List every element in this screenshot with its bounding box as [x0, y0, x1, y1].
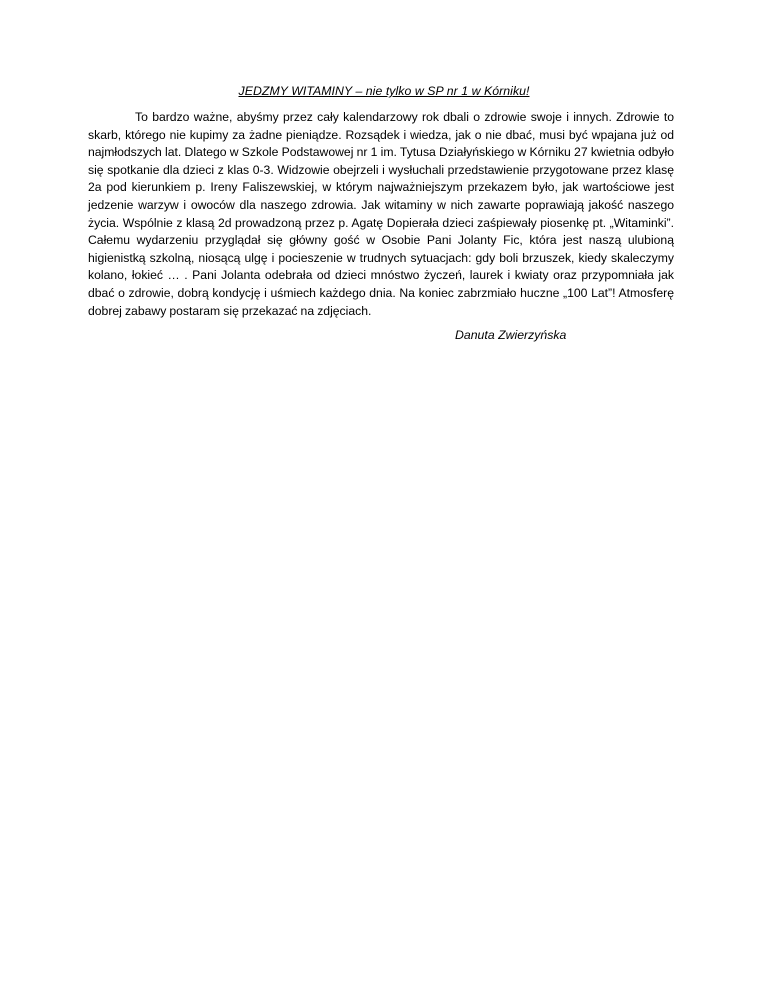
- document-body-paragraph: To bardzo ważne, abyśmy przez cały kalendarzowy rok dbali o zdrowie swoje i innych. Zdrowie to skarb, którego nie kupimy za żadne pieniądze. Rozsądek i wiedza, jak o nie dbać, musi być wpajana już od najmłodszych lat. Dlatego w Szkole Podstawowej nr 1 im. Tytusa Działyńskiego w Kórniku 27 kwietnia odbyło się spotkanie dla dzieci z klas 0-3. Widzowie obejrzeli i wysłuchali przedstawienie przygotowane przez klasę 2a pod kierunkiem p. Ireny Faliszewskiej, w którym najważniejszym przekazem było, jak wartościowe jest jedzenie warzyw i owoców dla naszego zdrowia. Jak witaminy w nich zawarte poprawiają jakość naszego życia. Wspólnie z klasą 2d prowadzoną przez p. Agatę Dopierała dzieci zaśpiewały piosenkę pt. „Witaminki”. Całemu wydarzeniu przyglądał się główny gość w Osobie Pani Jolanty Fic, która jest naszą ulubioną higienistką szkolną, niosącą ulgę i pocieszenie w trudnych sytuacjach: gdy boli brzuszek, kiedy skaleczymy kolano, łokieć … . Pani Jolanta odebrała od dzieci mnóstwo życzeń, laurek i kwiaty oraz przypomniała jak dbać o zdrowie, dobrą kondycję i uśmiech każdego dnia. Na koniec zabrzmiało huczne „100 Lat”! Atmosferę dobrej zabawy postaram się przekazać na zdjęciach.: [88, 110, 674, 318]
- document-title: JEDZMY WITAMINY – nie tylko w SP nr 1 w Kórniku!: [238, 84, 530, 98]
- document-author-signature: Danuta Zwierzyńska: [455, 328, 567, 342]
